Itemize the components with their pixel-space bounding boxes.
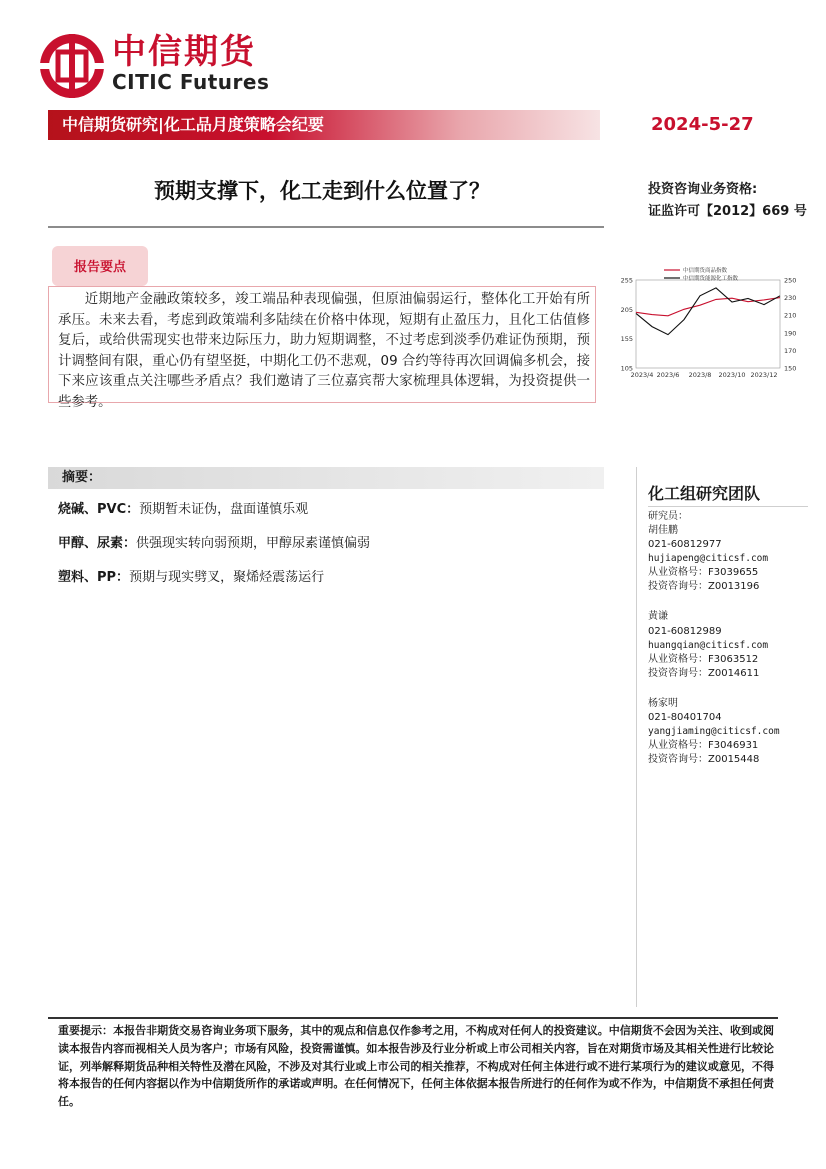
member-advisory: 投资咨询号：Z0013196: [648, 581, 760, 592]
chart-plot-frame: [636, 280, 780, 368]
chart-x-tick-label: 2023/6: [656, 371, 680, 379]
chart-y-right-tick-label: 250: [784, 276, 797, 285]
abstract-label: 摘要：: [62, 470, 102, 485]
member-email[interactable]: yangjiaming@citicsf.com: [648, 726, 780, 737]
team-title-divider: [648, 506, 808, 507]
member-name: 黄谦: [648, 611, 668, 622]
member-phone: 021-60812977: [648, 539, 722, 550]
chart-y-left-tick-label: 155: [620, 335, 633, 344]
team-role: 研究员：: [648, 511, 688, 522]
chart-series-line-1: [636, 288, 780, 335]
abstract-item: [58, 535, 370, 553]
disclaimer-divider: [48, 1017, 778, 1019]
abstract-item-head: 烧碱、PVC：: [58, 502, 140, 517]
chart-x-tick-label: 2023/4: [630, 371, 654, 379]
member-email[interactable]: huangqian@citicsf.com: [648, 640, 769, 651]
chart-y-right-tick-label: 190: [784, 329, 797, 338]
member-cert: 从业资格号：F3063512: [648, 654, 759, 665]
chart-legend-label: 中信期货能源化工指数: [683, 276, 739, 282]
chart-x-tick-label: 2023/12: [750, 371, 778, 379]
team-title: 化工组研究团队: [648, 484, 761, 503]
abstract-item: [58, 569, 324, 587]
member-phone: 021-60812989: [648, 626, 722, 637]
chart-y-left-tick-label: 105: [620, 364, 633, 373]
abstract-item-text: 预期与现实劈叉，聚烯烃震荡运行: [129, 570, 325, 585]
report-title: 预期支撑下，化工走到什么位置了？: [154, 179, 490, 203]
abstract-item-head: 塑料、PP：: [58, 570, 130, 585]
chart-x-tick-label: 2023/10: [718, 371, 746, 379]
chart-y-right-tick-label: 150: [784, 364, 797, 373]
chart-y-right-tick-label: 210: [784, 311, 797, 320]
report-date: 2024-5-27: [651, 114, 754, 135]
chart-y-right-tick-label: 230: [784, 294, 797, 303]
logo-english-name: CITIC Futures: [112, 70, 270, 94]
index-line-chart: [616, 262, 812, 384]
keypoints-text: 近期地产金融政策较多，竣工端品种表现偏强，但原油偏弱运行，整体化工开始有所承压。未来去看，考虑到政策端利多陆续在价格中体现，短期有止盈压力，且化工估值修复后，或给供需现实也带来边际压力，助力短期调整，不过考虑到淡季仍难证伪预期，预计调整间有限，重心仍有望坚挺，中期化工仍不悲观，09 合约等待再次回调偏多机会，接下来应该重点关注哪些矛盾点？我们邀请了三位嘉宾帮大家梳理具体逻辑，为投资提供一些参考。: [58, 292, 590, 410]
team-column-divider: [636, 467, 637, 1007]
member-name: 胡佳鹏: [648, 525, 678, 536]
abstract-item-head: 甲醇、尿素：: [58, 536, 137, 551]
chart-x-tick-label: 2023/8: [688, 371, 712, 379]
chart-series-line-0: [636, 298, 780, 316]
abstract-item: [58, 501, 308, 519]
license-number: 证监许可【2012】669 号: [648, 204, 807, 219]
title-divider: [48, 226, 604, 228]
logo-chinese-name: 中信期货: [112, 32, 256, 72]
abstract-item-text: 供强现实转向弱预期，甲醇尿素谨慎偏弱: [136, 536, 371, 551]
member-cert: 从业资格号：F3039655: [648, 567, 759, 578]
chart-y-right-tick-label: 170: [784, 346, 797, 355]
member-cert: 从业资格号：F3046931: [648, 740, 759, 751]
abstract-item-text: 预期暂未证伪，盘面谨慎乐观: [139, 502, 309, 517]
keypoints-label: 报告要点: [73, 260, 126, 275]
citic-logo-icon: [38, 32, 106, 100]
member-name: 杨家明: [648, 698, 678, 709]
member-email[interactable]: hujiapeng@citicsf.com: [648, 553, 769, 564]
disclaimer-text: 重要提示：本报告非期货交易咨询业务项下服务，其中的观点和信息仅作参考之用，不构成对任何人的投资建议。中信期货不会因为关注、收到或阅读本报告内容而视相关人员为客户；市场有风险，投资需谨慎。如本报告涉及行业分析或上市公司相关内容，旨在对期货市场及其相关性进行比较论证，列举解释期货品种相关特性及潜在风险，不涉及对其行业或上市公司的相关推荐，不构成对任何主体进行或不进行某项行为的建议或意见，不得将本报告的任何内容据以作为中信期货所作的承诺或声明。在任何情况下，任何主体依据本报告所进行的任何作为或不作为，中信期货不承担任何责任。: [58, 1024, 774, 1109]
chart-y-left-tick-label: 205: [620, 305, 633, 314]
member-advisory: 投资咨询号：Z0014611: [648, 668, 760, 679]
member-advisory: 投资咨询号：Z0015448: [648, 754, 760, 765]
chart-y-left-tick-label: 255: [620, 276, 633, 285]
license-label: 投资咨询业务资格:: [648, 182, 758, 197]
report-series-title: 中信期货研究|化工品月度策略会纪要: [62, 115, 324, 134]
member-phone: 021-80401704: [648, 712, 722, 723]
abstract-header-bar: [48, 467, 604, 489]
chart-legend-label: 中信期货商品指数: [683, 268, 728, 274]
